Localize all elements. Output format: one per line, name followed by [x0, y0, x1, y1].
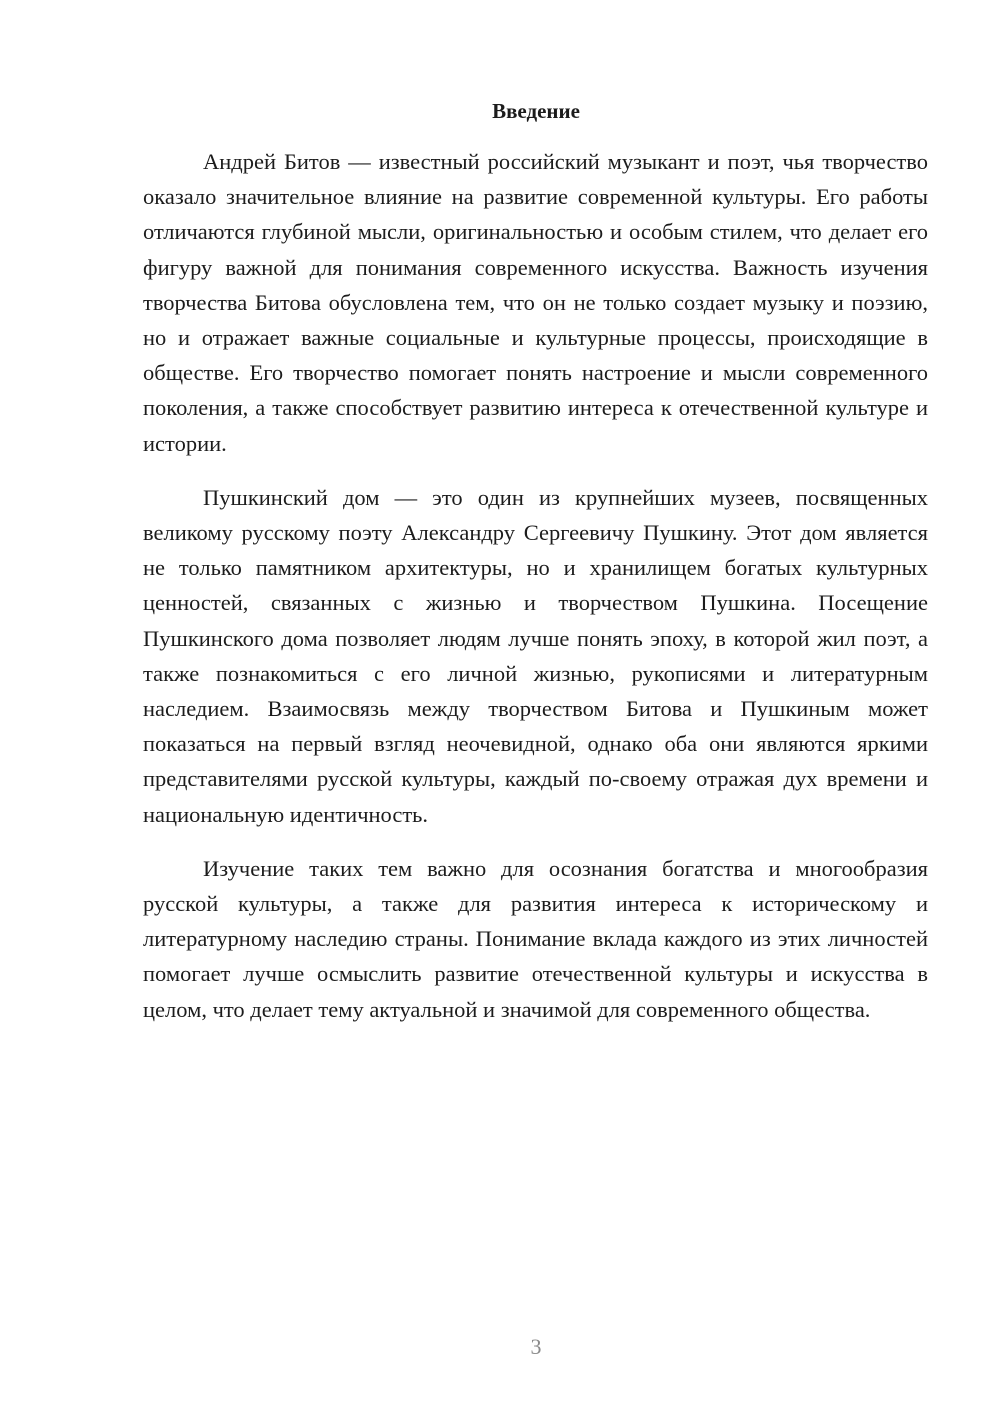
section-heading: Введение — [492, 99, 580, 123]
paragraph-conclusion: Изучение таких тем важно для осознания богатства и многообразия русской культуры, а также для развития интереса к историческому и литературному наследию страны. Понимание вклада каждого из этих личностей помогает лучше осмыслить развитие отечественной культуры и искусства в целом, что делает тему актуальной и значимой для современного общества. — [143, 855, 928, 1022]
paragraph-pushkin-house: Пушкинский дом — это один из крупнейших музеев, посвященных великому русскому поэту Александру Сергеевичу Пушкину. Этот дом является не только памятником архитектуры, но и хранилищем богатых культурных ценностей, связанных с жизнью и творчеством Пушкина. Посещение Пушкинского дома позволяет людям лучше понять эпоху, в которой жил поэт, а также познакомиться с его личной жизнью, рукописями и литературным наследием. Взаимосвязь между творчеством Битова и Пушкиным может показаться на первый взгляд неочевидной, однако оба они являются яркими представителями русской культуры, каждый по-своему отражая дух времени и национальную идентичность. — [143, 484, 928, 827]
body-text — [143, 144, 928, 1046]
page-number: 3 — [530, 1334, 542, 1359]
paragraph-bitov: Андрей Битов — известный российский музыкант и поэт, чья творчество оказало значительное влияние на развитие современной культуры. Его работы отличаются глубиной мысли, оригинальностью и особым стилем, что делает его фигуру важной для понимания современного искусства. Важность изучения творчества Битова обусловлена тем, что он не только создает музыку и поэзию, но и отражает важные социальные и культурные процессы, происходящие в обществе. Его творчество помогает понять настроение и мысли современного поколения, а также способствует развитию интереса к отечественной культуре и истории. — [143, 149, 928, 456]
